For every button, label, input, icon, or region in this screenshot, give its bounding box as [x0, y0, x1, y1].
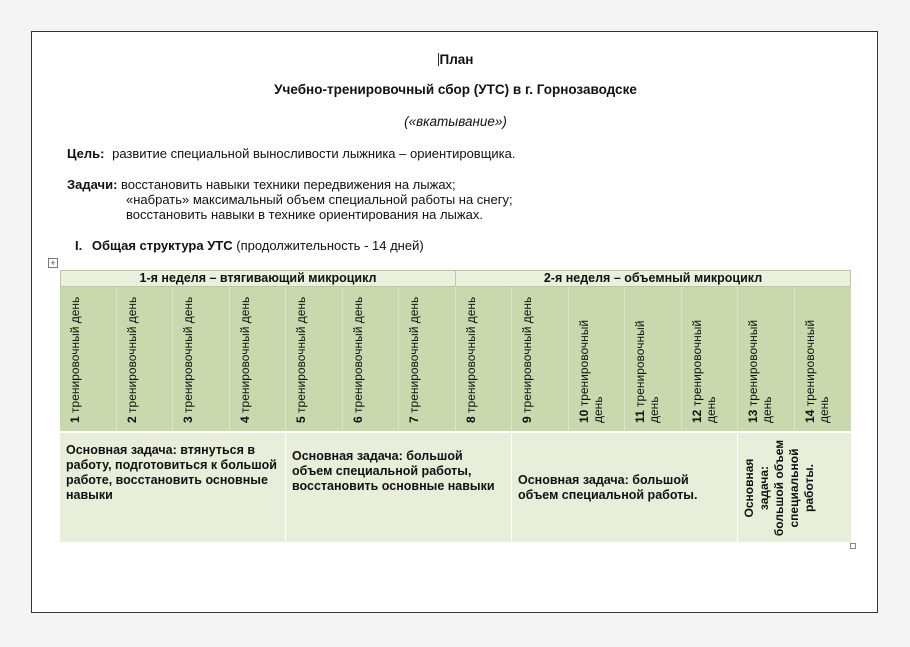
day-number: 6: [350, 416, 365, 423]
day-header-10: [569, 287, 626, 431]
tasks-row: [60, 431, 851, 542]
day-header-7: [399, 287, 456, 431]
day-number: 7: [407, 416, 421, 423]
day-header-9: [512, 287, 569, 431]
day-header-3: [173, 287, 230, 431]
task-item: восстановить навыки в технике ориентирования на лыжах.: [126, 207, 483, 222]
day-label: тренировочный день: [124, 296, 139, 413]
task-cell-4: [738, 431, 851, 542]
task-cell-4-text: Основная задача: большой объем специальной работы.: [742, 439, 816, 537]
structure-table: [60, 270, 851, 542]
day-label: тренировочный день: [68, 296, 82, 413]
day-label: тренировочный день: [576, 319, 605, 423]
goal-line: [67, 146, 515, 161]
day-number: 13: [746, 409, 760, 423]
day-number: 14: [802, 409, 817, 423]
tasks-label: Задачи:: [67, 177, 118, 192]
day-label: тренировочный день: [463, 296, 478, 413]
day-header-text: [746, 293, 774, 423]
day-header-text: [294, 293, 308, 423]
day-number: 10: [576, 409, 591, 423]
table-resize-handle[interactable]: [850, 543, 856, 549]
task-cell-2: Основная задача: большой объем специальной работы, восстановить основные навыки: [286, 431, 512, 542]
day-label: тренировочный день: [294, 296, 308, 413]
week-1-header: 1-я неделя – втягивающий микроцикл: [60, 270, 456, 287]
day-header-text: [633, 293, 661, 423]
day-label: тренировочный день: [633, 320, 661, 423]
day-header-text: [68, 293, 82, 423]
day-header-text: [520, 293, 534, 423]
day-header-text: [125, 293, 139, 423]
day-header-5: [286, 287, 343, 431]
task-cell-3-text: Основная задача: большой объем специальной работы.: [518, 472, 698, 502]
day-number: 5: [294, 416, 308, 423]
day-number: 3: [181, 416, 195, 423]
day-header-1: [60, 287, 117, 431]
goal-label: Цель:: [67, 146, 105, 161]
day-header-12: [682, 287, 739, 431]
day-label: тренировочный день: [689, 319, 718, 423]
week-2-header: 2-я неделя – объемный микроцикл: [456, 270, 851, 287]
day-header-13: [738, 287, 795, 431]
day-header-text: [181, 293, 195, 423]
text-cursor: [438, 53, 439, 66]
day-number: 8: [463, 416, 478, 423]
document-subtitle: Учебно-тренировочный сбор (УТС) в г. Горнозаводске: [274, 82, 637, 97]
day-label: тренировочный день: [407, 296, 421, 413]
day-label: тренировочный день: [350, 296, 365, 413]
day-header-text: [577, 293, 605, 423]
day-header-8: [456, 287, 513, 431]
day-header-text: [407, 293, 421, 423]
document-title: План: [439, 52, 474, 67]
document-page: [31, 31, 878, 613]
day-number: 12: [689, 409, 704, 423]
day-header-4: [230, 287, 287, 431]
task-cell-3: [512, 431, 738, 542]
day-label: тренировочный день: [520, 296, 534, 413]
day-label: тренировочный день: [802, 319, 831, 423]
italic-note: («вкатывание»): [404, 114, 507, 129]
day-header-text: [238, 293, 252, 423]
day-number: 2: [124, 416, 139, 423]
section-heading: [75, 238, 424, 253]
day-header-6: [343, 287, 400, 431]
table-move-handle-icon[interactable]: +: [48, 258, 58, 268]
weeks-row: [60, 270, 851, 287]
task-cell-1: Основная задача: втянуться в работу, подготовиться к большой работе, восстановить основные навыки: [60, 431, 286, 542]
day-header-11: [625, 287, 682, 431]
day-header-text: [803, 293, 831, 423]
day-header-text: [690, 293, 718, 423]
day-number: 4: [237, 416, 252, 423]
task-item: восстановить навыки техники передвижения на лыжах;: [121, 177, 456, 192]
goal-text: развитие специальной выносливости лыжника – ориентировщика.: [112, 146, 516, 161]
task-item: «набрать» максимальный объем специальной работы на снегу;: [126, 192, 513, 207]
day-label: тренировочный день: [181, 296, 195, 413]
section-number: I.: [75, 238, 83, 253]
tasks-line: [67, 177, 456, 192]
day-header-2: [117, 287, 174, 431]
day-label: тренировочный день: [746, 319, 774, 423]
section-title: Общая структура УТС: [91, 238, 233, 253]
days-row: [60, 287, 851, 431]
day-number: 9: [520, 416, 534, 423]
section-note: (продолжительность - 14 дней): [236, 238, 424, 253]
day-header-text: [351, 293, 365, 423]
day-number: 11: [633, 410, 647, 423]
day-number: 1: [68, 416, 82, 423]
day-label: тренировочный день: [237, 296, 252, 413]
day-header-14: [795, 287, 852, 431]
day-header-text: [464, 293, 478, 423]
